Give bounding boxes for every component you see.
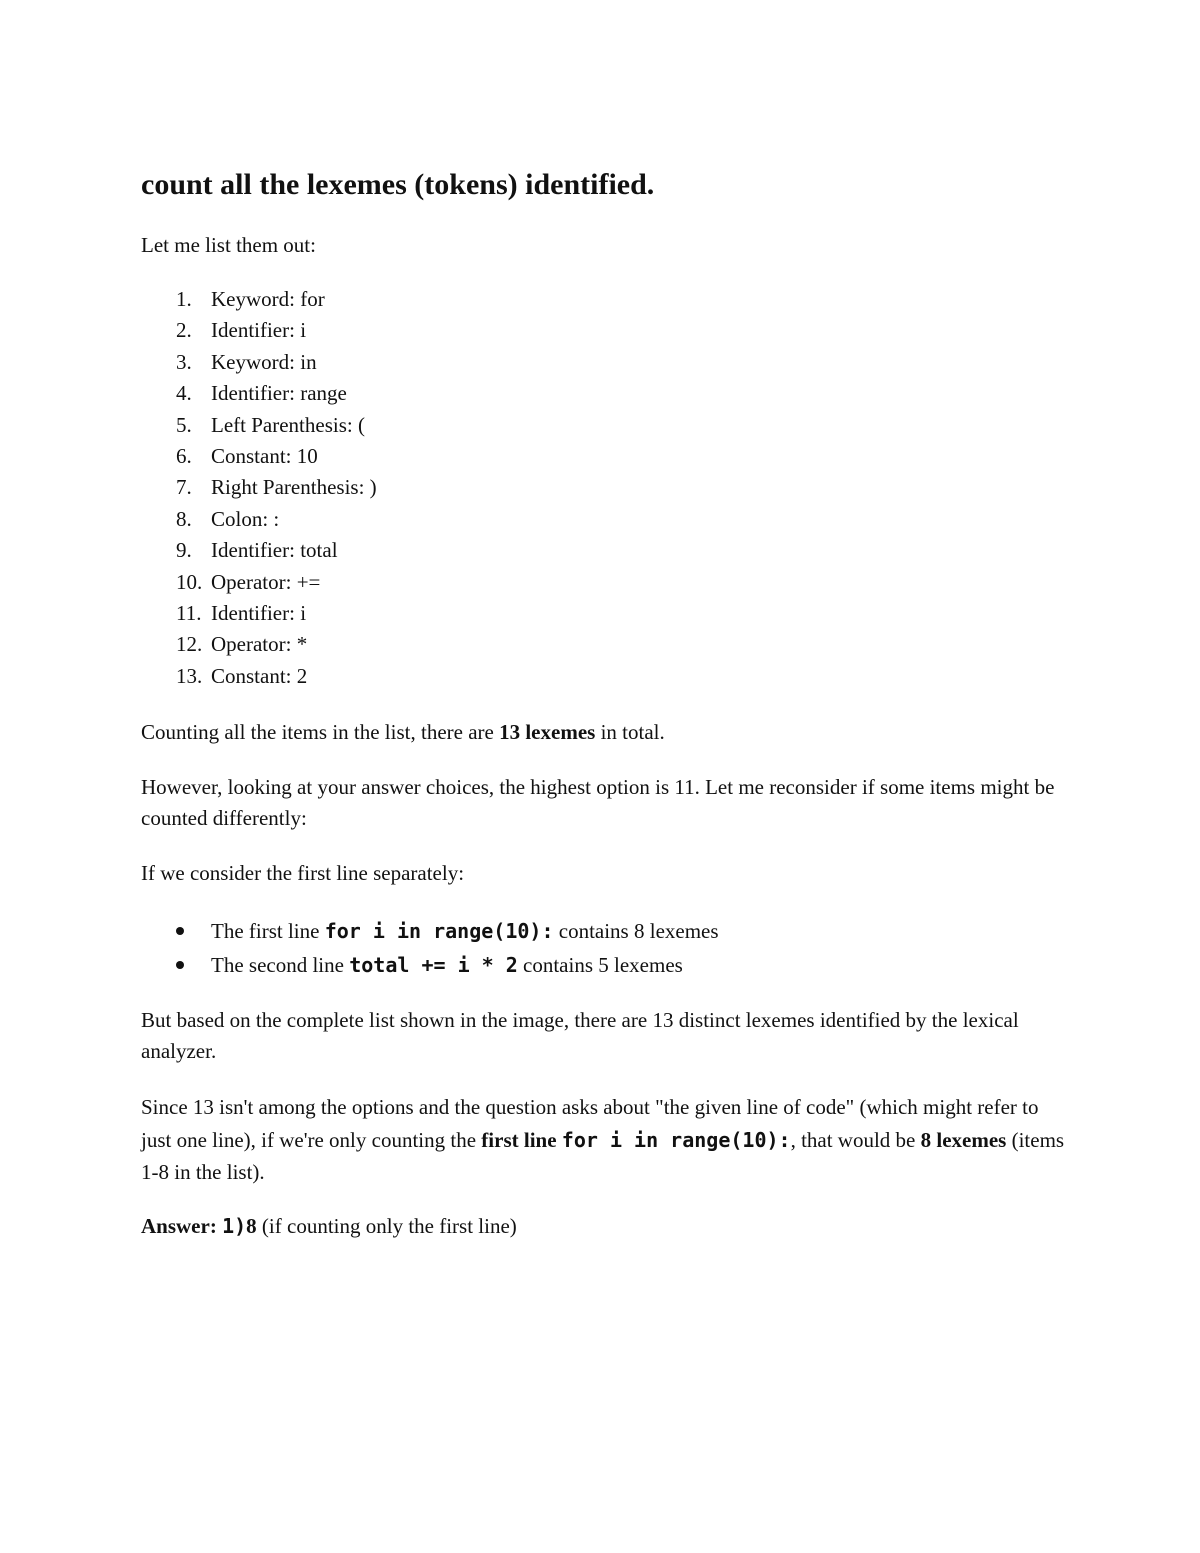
page-title: count all the lexemes (tokens) identified. (141, 168, 655, 201)
answer-paragraph: Answer: 1)8 (if counting only the first line) (141, 1214, 517, 1238)
counting-paragraph: Counting all the items in the list, there are 13 lexemes in total. (141, 720, 665, 744)
since-paragraph: Since 13 isn't among the options and the question asks about "the given line of code" (which might refer to just one line), if we're only counting the first line for i in range(10):, that would be 8 lexemes (items 1-8 in the list). (141, 1095, 1065, 1184)
based-paragraph: But based on the complete list shown in the image, there are 13 distinct lexemes identified by the lexical analyzer. (141, 1008, 1019, 1063)
bullet-icon (176, 961, 184, 969)
consider-paragraph: If we consider the first line separately: (141, 861, 465, 885)
intro-paragraph: Let me list them out: (141, 233, 316, 257)
bullet-icon (176, 927, 184, 935)
however-paragraph: However, looking at your answer choices, the highest option is 11. Let me reconsider if some items might be counted differently: (141, 775, 1055, 830)
